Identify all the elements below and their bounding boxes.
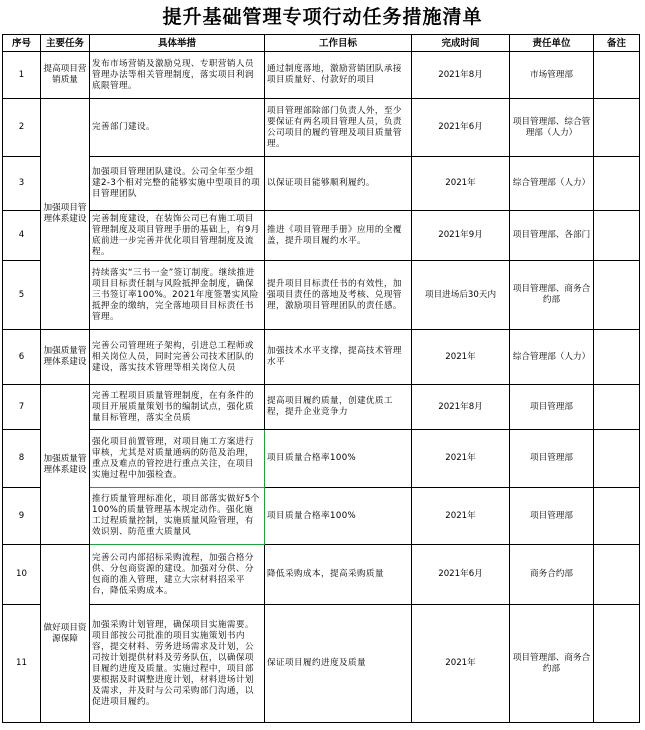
goal-cell: 以保证项目能够顺利履约。 bbox=[265, 157, 412, 211]
note-cell bbox=[594, 385, 640, 430]
measure-cell: 完善工程项目质量管理制度，在有条件的项目开展质量策划书的编制试点，强化质量目标管理，落实全员质 bbox=[90, 385, 265, 430]
measure-cell: 强化项目前置管理，对项目施工方案进行审核，尤其是对质量通病的防范及治理，重点及难点的管控进行重点关注，在项目实施过程中加强检查。 bbox=[90, 430, 265, 488]
unit-cell: 项目管理部、综合管理部（人力） bbox=[510, 99, 594, 157]
unit-cell: 项目管理部、各部门 bbox=[510, 211, 594, 261]
time-cell: 2021年 bbox=[412, 605, 510, 723]
table-row bbox=[3, 330, 640, 385]
unit-cell: 项目管理部 bbox=[510, 430, 594, 488]
row-no: 5 bbox=[3, 261, 41, 330]
row-no: 11 bbox=[3, 605, 41, 723]
unit-cell: 综合管理部（人力） bbox=[510, 330, 594, 385]
unit-cell: 综合管理部（人力） bbox=[510, 157, 594, 211]
goal-cell: 降低采购成本，提高采购质量 bbox=[265, 545, 412, 605]
note-cell bbox=[594, 52, 640, 99]
header-goal: 工作目标 bbox=[265, 35, 412, 52]
header-measure: 具体举措 bbox=[90, 35, 265, 52]
time-cell: 2021年6月 bbox=[412, 99, 510, 157]
note-cell bbox=[594, 605, 640, 723]
goal-cell: 项目质量合格率100% bbox=[265, 488, 412, 545]
measure-cell: 持续落实“三书一金”签订制度。继续推进项目目标责任制与风险抵押金制度，确保三书签订率100%。2021年度签署实风险抵押金的缴纳，完全落地项目目标责任书管理。 bbox=[90, 261, 265, 330]
measure-cell: 加强采购计划管理，确保项目实施需要。项目部按公司批准的项目实施策划书内容，提交材料、劳务进场需求及计划，公司按计划提供材料及劳务队伍，以确保项目履约进度及质量。实施过程中，项目部要根据及时调整进度计划，材料进场计划及需求，并及时与公司采购部门沟通，以促进项目履约。 bbox=[90, 605, 265, 723]
header-time: 完成时间 bbox=[412, 35, 510, 52]
unit-cell: 项目管理部、商务合约部 bbox=[510, 605, 594, 723]
task-cell: 加强质量管理体系建设 bbox=[41, 385, 90, 545]
note-cell bbox=[594, 488, 640, 545]
time-cell: 2021年8月 bbox=[412, 52, 510, 99]
row-no: 10 bbox=[3, 545, 41, 605]
table-row bbox=[3, 605, 640, 723]
row-no: 1 bbox=[3, 52, 41, 99]
goal-cell: 推进《项目管理手册》应用的全覆盖，提升项目履约水平。 bbox=[265, 211, 412, 261]
note-cell bbox=[594, 99, 640, 157]
time-cell: 2021年 bbox=[412, 330, 510, 385]
note-cell bbox=[594, 330, 640, 385]
measure-cell: 完善制度建设，在装饰公司已有施工项目管理制度及项目管理手册的基础上，有9月底前进一步完善并优化项目管理制度及流程。 bbox=[90, 211, 265, 261]
measure-cell: 完善公司管理班子架构，引进总工程师或相关岗位人员，同时完善公司技术团队的建设，落实技术管理等相关岗位人员 bbox=[90, 330, 265, 385]
note-cell bbox=[594, 261, 640, 330]
unit-cell: 项目管理部 bbox=[510, 385, 594, 430]
document-title: 提升基础管理专项行动任务措施清单 bbox=[162, 6, 483, 28]
table-row bbox=[3, 99, 640, 157]
time-cell: 2021年6月 bbox=[412, 545, 510, 605]
table-row bbox=[3, 52, 640, 99]
measure-cell: 推行质量管理标准化，项目部落实做好5个100%的质量管理基本规定动作。强化施工过程质量控制，实施质量风险管理，有效识别、防范重大质量风 bbox=[90, 488, 265, 545]
row-no: 7 bbox=[3, 385, 41, 430]
goal-cell: 提高项目履约质量，创建优质工程，提升企业竞争力 bbox=[265, 385, 412, 430]
goal-cell: 提升项目目标责任书的有效性，加强项目责任的落地及考核、兑现管理，激励项目管理团队的责任感。 bbox=[265, 261, 412, 330]
task-table bbox=[2, 34, 640, 723]
row-no: 4 bbox=[3, 211, 41, 261]
unit-cell: 项目管理部、商务合约部 bbox=[510, 261, 594, 330]
task-cell: 加强项目管理体系建设 bbox=[41, 99, 90, 330]
table-row bbox=[3, 430, 640, 488]
row-no: 9 bbox=[3, 488, 41, 545]
time-cell: 2021年 bbox=[412, 157, 510, 211]
task-cell: 加强质量管理体系建设 bbox=[41, 330, 90, 385]
table-row bbox=[3, 157, 640, 211]
note-cell bbox=[594, 430, 640, 488]
table-row bbox=[3, 211, 640, 261]
time-cell: 2021年 bbox=[412, 430, 510, 488]
table-row bbox=[3, 385, 640, 430]
row-no: 2 bbox=[3, 99, 41, 157]
header-no: 序号 bbox=[3, 35, 41, 52]
note-cell bbox=[594, 157, 640, 211]
time-cell: 2021年 bbox=[412, 488, 510, 545]
goal-cell: 项目管理部除部门负责人外，至少要保证有两名项目管理人员，负责公司项目的履约管理及项目质量管理。 bbox=[265, 99, 412, 157]
header-task: 主要任务 bbox=[41, 35, 90, 52]
unit-cell: 商务合约部 bbox=[510, 545, 594, 605]
note-cell bbox=[594, 545, 640, 605]
measure-cell: 完善公司内部招标采购流程，加强合格分供、分包商资源的建设。加强对分供、分包商的准入管理，建立大宗材料招采平台，降低采购成本。 bbox=[90, 545, 265, 605]
goal-cell: 加强技术水平支撑，提高技术管理水平 bbox=[265, 330, 412, 385]
unit-cell: 市场管理部 bbox=[510, 52, 594, 99]
measure-cell: 加强项目管理团队建设。公司全年至少组建2-3个相对完整的能够实施中型项目的项目管理团队 bbox=[90, 157, 265, 211]
table-row bbox=[3, 261, 640, 330]
table-row bbox=[3, 545, 640, 605]
task-cell: 做好项目资源保障 bbox=[41, 545, 90, 723]
header-note: 备注 bbox=[594, 35, 640, 52]
row-no: 6 bbox=[3, 330, 41, 385]
goal-cell: 项目质量合格率100% bbox=[265, 430, 412, 488]
time-cell: 项目进场后30天内 bbox=[412, 261, 510, 330]
unit-cell: 项目管理部 bbox=[510, 488, 594, 545]
table-header-row bbox=[3, 35, 640, 52]
note-cell bbox=[594, 211, 640, 261]
task-cell: 提高项目营销质量 bbox=[41, 52, 90, 99]
row-no: 3 bbox=[3, 157, 41, 211]
time-cell: 2021年9月 bbox=[412, 211, 510, 261]
time-cell: 2021年8月 bbox=[412, 385, 510, 430]
goal-cell: 通过制度落地，激励营销团队承接项目质量好、付款好的项目 bbox=[265, 52, 412, 99]
row-no: 8 bbox=[3, 430, 41, 488]
measure-cell: 发布市场营销及激励兑现、专职营销人员管理办法等相关管理制度，落实项目利润底限管理。 bbox=[90, 52, 265, 99]
table-row bbox=[3, 488, 640, 545]
goal-cell: 保证项目履约进度及质量 bbox=[265, 605, 412, 723]
measure-cell: 完善部门建设。 bbox=[90, 99, 265, 157]
header-unit: 责任单位 bbox=[510, 35, 594, 52]
